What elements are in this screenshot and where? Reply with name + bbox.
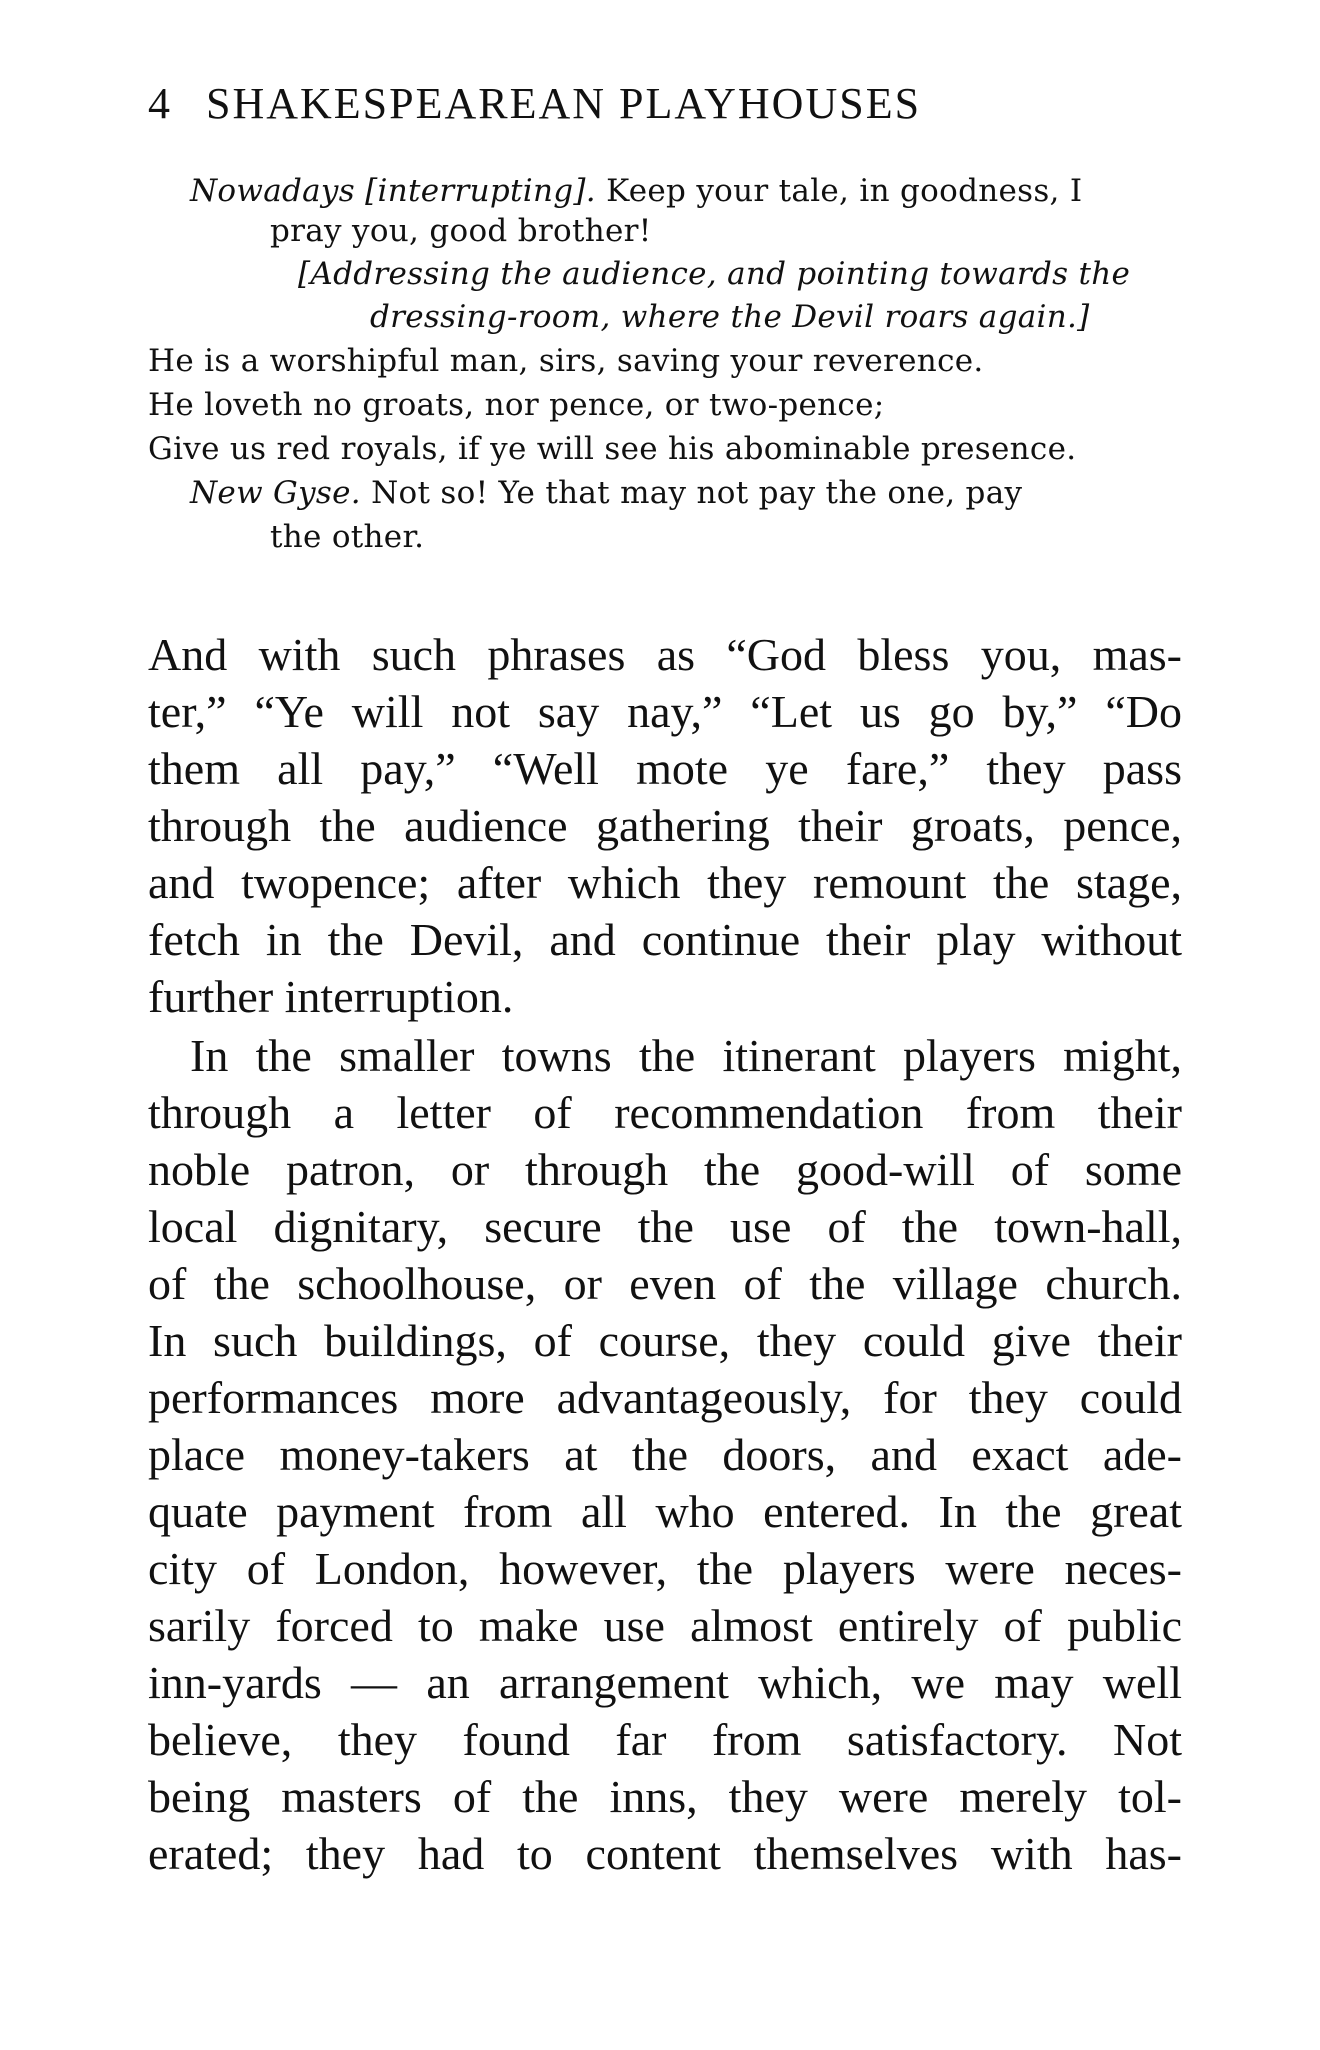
verse-line [148,431,1077,467]
paragraph-line: In the smaller towns the itinerant players might, [190,1030,1182,1081]
verse-text: Give us red royals, if ye will see his abominable presence. [148,431,1077,467]
paragraph-line: them all pay,” “Well mote ye fare,” they pass [148,743,1182,794]
paragraph-line: place money-takers at the doors, and exact ade- [148,1429,1182,1480]
paragraph-line: through a letter of recommendation from their [148,1087,1182,1138]
stage-direction-text: [Addressing the audience, and pointing towards the [298,256,1131,292]
paragraph-line: quate payment from all who entered. In the great [148,1486,1182,1537]
paragraph-line: further interruption. [148,971,514,1022]
paragraph-line: And with such phrases as “God bless you, mas- [148,629,1182,680]
paragraph-line: In such buildings, of course, they could give their [148,1315,1182,1366]
paragraph-line: sarily forced to make use almost entirely of public [148,1600,1182,1651]
paragraph-line: performances more advantageously, for they could [148,1372,1182,1423]
verse-line [148,387,885,423]
paragraph-line: being masters of the inns, they were merely tol- [148,1771,1182,1822]
verse-text: He loveth no groats, nor pence, or two-pence; [148,387,885,423]
stage-direction [370,299,1090,335]
verse-text: He is a worshipful man, sirs, saving your reverence. [148,343,984,379]
running-header [148,78,921,129]
verse-line [190,475,1023,511]
stage-direction: [interrupting]. [365,173,596,209]
paragraph-line: city of London, however, the players were neces- [148,1543,1182,1594]
paragraph-line: erated; they had to content themselves with has- [148,1828,1182,1879]
verse-text: the other. [270,519,425,555]
verse-line [270,519,425,555]
stage-direction-text: dressing-room, where the Devil roars again.] [370,299,1090,335]
paragraph-line: noble patron, or through the good-will of some [148,1144,1182,1195]
stage-direction [298,256,1131,292]
paragraph-line: inn-yards — an arrangement which, we may well [148,1657,1182,1708]
verse-line [148,343,984,379]
verse-text: pray you, good brother! [270,213,652,249]
paragraph-line: local dignitary, secure the use of the town-hall, [148,1201,1182,1252]
paragraph-line: fetch in the Devil, and continue their play without [148,914,1182,965]
verse-line [270,213,652,249]
verse-line [190,173,1083,209]
paragraph-line: of the schoolhouse, or even of the village church. [148,1258,1182,1309]
paragraph-line: and twopence; after which they remount the stage, [148,857,1182,908]
page-number: 4 [148,79,172,128]
running-head-title: SHAKESPEAREAN PLAYHOUSES [206,79,922,128]
paragraph-line: through the audience gathering their groats, pence, [148,800,1182,851]
verse-text: Keep your tale, in goodness, I [595,173,1083,209]
verse-text: Not so! Ye that may not pay the one, pay [360,475,1023,511]
paragraph-line: ter,” “Ye will not say nay,” “Let us go by,” “Do [148,686,1182,737]
speaker-name: Nowadays [190,173,355,209]
speaker-name: New Gyse. [190,475,361,511]
paragraph-line: believe, they found far from satisfactory. Not [148,1714,1182,1765]
